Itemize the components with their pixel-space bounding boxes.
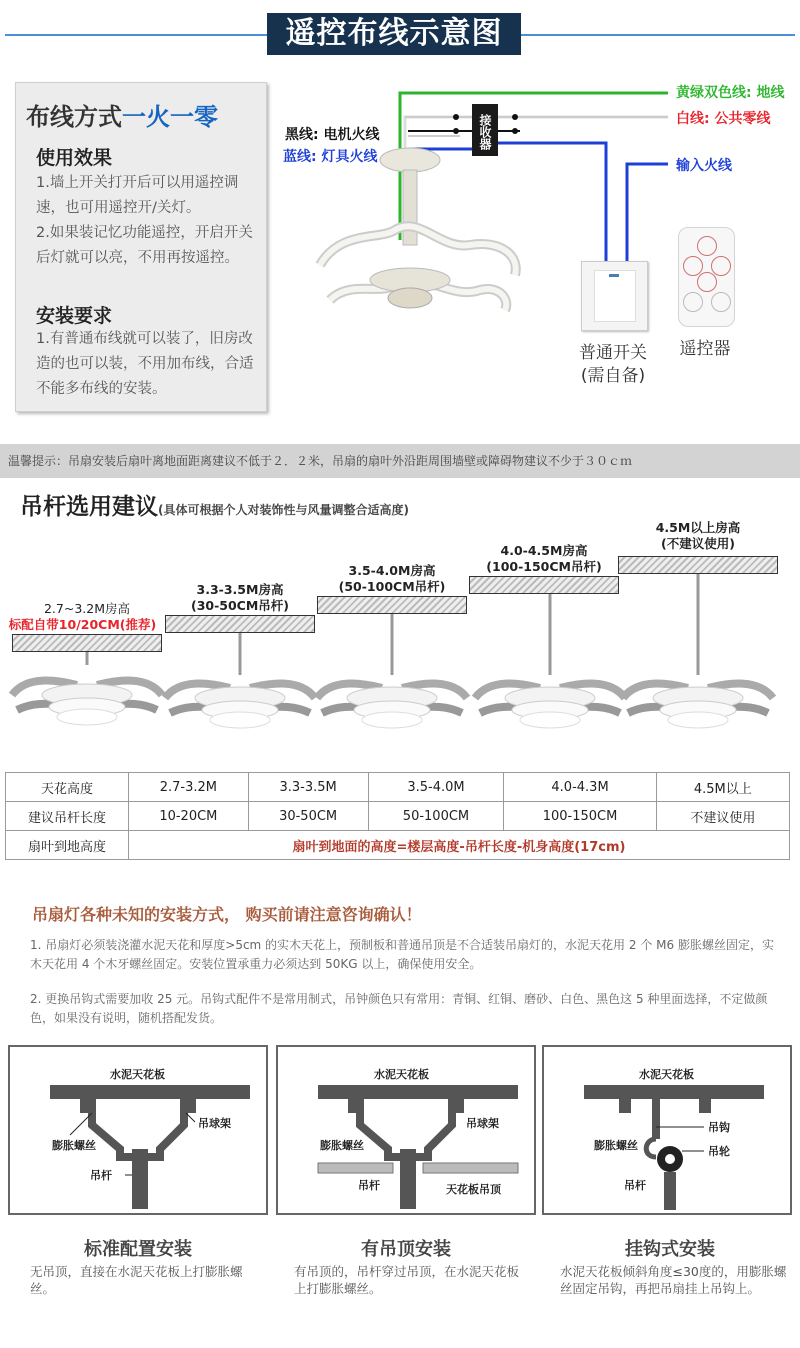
wiring-title: 遥控布线示意图 — [267, 13, 521, 55]
table-row — [6, 802, 790, 831]
wire-label-ground: 黄绿双色线: 地线 — [676, 85, 785, 101]
method-highlight: 一火一零 — [122, 103, 218, 131]
table-cell: 3.3-3.5M — [248, 773, 368, 802]
diagram-label: 吊球架 — [198, 1117, 231, 1130]
table-cell: 4.5M以上 — [656, 773, 789, 802]
diagram-label: 膨胀螺丝 — [594, 1139, 638, 1152]
safety-tip: 温馨提示：吊扇安装后扇叶离地面距离建议不低于２．２米，吊扇的扇叶外沿距周围墙壁或障碍物建议不少于３０ｃｍ — [0, 444, 800, 478]
height-label: 4.0-4.5M房高 — [500, 543, 588, 558]
diagram-title: 有吊顶安装 — [361, 1239, 451, 1260]
diagram-desc: 水泥天花板倾斜角度≤30度的，用膨胀螺丝固定吊钩，再把吊扇挂上吊钩上。 — [560, 1264, 787, 1296]
height-label: (不建议使用) — [661, 536, 735, 551]
height-label: (50-100CM吊杆) — [338, 579, 446, 594]
diagram-ceiling-drawing — [278, 1047, 534, 1213]
diagram-label: 吊杆 — [624, 1179, 646, 1192]
receiver-box: 接收器 — [472, 104, 498, 156]
diagram-label: 水泥天花板 — [639, 1068, 694, 1081]
diagram-desc: 无吊顶，直接在水泥天花板上打膨胀螺丝。 — [30, 1264, 243, 1296]
height-label: 4.5M以上房高 — [655, 520, 741, 535]
remote-label: 遥控器 — [679, 339, 731, 359]
effect-text-2: 2.如果装记忆功能遥控，开启开关后灯就可以亮，不用再按遥控。 — [36, 225, 253, 266]
switch-label-2: (需自备) — [580, 366, 646, 386]
table-cell: 2.7-3.2M — [129, 773, 249, 802]
table-head: 天花高度 — [6, 773, 129, 802]
install-note-2: 2. 更换吊钩式需要加收 25 元。吊钩式配件不是常用制式，吊钟颜色只有常用：青铜、红铜、磨砂、白色、黑色这 5 种里面选择，不定做颜色，如果没有说明，随机搭配发货。 — [30, 992, 768, 1025]
wire-label-blue: 蓝线: 灯具火线 — [283, 149, 378, 165]
wire-label-input: 输入火线 — [676, 158, 732, 174]
table-cell: 不建议使用 — [656, 802, 789, 831]
diagram-label: 水泥天花板 — [110, 1068, 165, 1081]
diagram-ceiling — [276, 1045, 536, 1215]
diagram-label: 吊轮 — [708, 1145, 730, 1158]
diagram-label: 膨胀螺丝 — [52, 1139, 96, 1152]
table-cell: 4.0-4.3M — [504, 773, 656, 802]
install-heading: 安装要求 — [36, 305, 113, 327]
diagram-hook-drawing — [544, 1047, 790, 1213]
height-label: 3.5-4.0M房高 — [348, 563, 436, 578]
switch-label-1: 普通开关 — [579, 343, 647, 363]
height-label: (100-150CM吊杆) — [486, 559, 602, 574]
table-row — [6, 831, 790, 860]
table-cell: 100-150CM — [504, 802, 656, 831]
rod-spec-table — [5, 772, 790, 860]
diagram-label: 吊钩 — [708, 1121, 730, 1134]
table-row — [6, 773, 790, 802]
diagram-standard — [8, 1045, 268, 1215]
wire-label-neutral: 白线: 公共零线 — [676, 111, 771, 127]
install-warning: 吊扇灯各种未知的安装方式， 购买前请注意咨询确认！ — [32, 905, 422, 924]
table-formula: 扇叶到地面的高度=楼层高度-吊杆长度-机身高度(17cm) — [129, 831, 790, 860]
diagram-hook — [542, 1045, 792, 1215]
height-label: 标配自带10/20CM(推荐) — [8, 617, 157, 632]
method-prefix: 布线方式 — [26, 103, 122, 131]
diagram-title: 标准配置安装 — [84, 1239, 192, 1260]
rod-subtitle: (具体可根据个人对装饰性与风量调整合适高度) — [158, 503, 409, 517]
diagram-desc: 有吊顶的，吊杆穿过吊顶，在水泥天花板上打膨胀螺丝。 — [294, 1264, 520, 1296]
diagram-label: 膨胀螺丝 — [320, 1139, 364, 1152]
install-note-1: 1. 吊扇灯必须装浇灌水泥天花和厚度>5cm 的实木天花上，预制板和普通吊顶是不合适装吊扇灯的，水泥天花用 2 个 M6 膨胀螺丝固定，实木天花用 4 个木牙螺丝固定。安装位置承重力必须达到 50KG 以上，确保使用安全。 — [30, 938, 774, 971]
table-cell: 10-20CM — [129, 802, 249, 831]
height-label: 3.3-3.5M房高 — [196, 582, 284, 597]
wire-label-black: 黑线: 电机火线 — [285, 127, 380, 143]
diagram-label: 水泥天花板 — [374, 1068, 429, 1081]
diagram-title: 挂钩式安装 — [625, 1239, 715, 1260]
diagram-standard-drawing — [10, 1047, 266, 1213]
rod-title-text: 吊杆选用建议 — [20, 494, 158, 520]
effect-heading: 使用效果 — [36, 147, 113, 169]
install-text: 1.有普通布线就可以装了，旧房改造的也可以装，不用加布线，合适不能多布线的安装。 — [36, 331, 254, 397]
effect-text-1: 1.墙上开关打开后可以用遥控调速，也可用遥控开/关灯。 — [36, 175, 239, 216]
diagram-label: 吊杆 — [90, 1169, 112, 1182]
height-label: 2.7~3.2M房高 — [43, 601, 131, 616]
height-label: (30-50CM吊杆) — [190, 598, 290, 613]
table-cell: 3.5-4.0M — [368, 773, 504, 802]
table-cell: 50-100CM — [368, 802, 504, 831]
table-cell: 30-50CM — [248, 802, 368, 831]
table-head: 扇叶到地高度 — [6, 831, 129, 860]
diagram-label: 天花板吊顶 — [446, 1183, 501, 1196]
table-head: 建议吊杆长度 — [6, 802, 129, 831]
diagram-label: 吊球架 — [466, 1117, 499, 1130]
diagram-label: 吊杆 — [358, 1179, 380, 1192]
